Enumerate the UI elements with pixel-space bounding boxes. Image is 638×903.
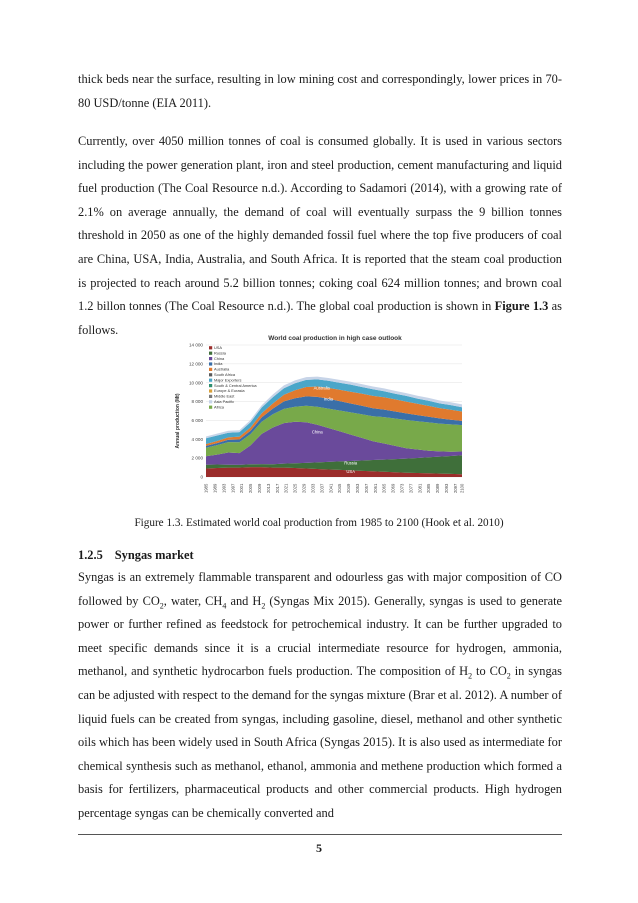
p3-sub2: 4 [222,601,227,611]
x-tick-label: 2065 [381,483,387,493]
p3-sub5: 2 [506,671,511,681]
paragraph-2 [78,130,562,342]
paragraph-1 [78,68,562,115]
x-tick-label: 2041 [328,483,334,493]
x-tick-label: 2013 [265,483,271,493]
page-number: 5 [316,841,322,855]
legend-label: India [214,361,223,367]
footer-rule [78,834,562,835]
section-heading [78,548,194,563]
x-tick-label: 1997 [230,483,236,493]
x-tick-label: 2077 [408,483,414,493]
annotation-usa: USA [346,469,356,475]
x-tick-label: 2009 [257,483,262,493]
figure-caption: Figure 1.3. Estimated world coal production from 1985 to 2100 (Hook et al. 2010) [134,517,504,529]
x-tick-label: 2089 [435,483,441,493]
x-tick-label: 1985 [203,483,209,493]
x-tick-label: 2005 [248,483,254,493]
p3-part5: to CO [472,664,507,679]
legend-label: Middle East [214,393,235,399]
x-tick-label: 2085 [426,483,432,493]
coal-production-figure [170,331,470,507]
x-tick-label: 2073 [399,483,405,493]
p3-sub1: 2 [159,601,164,611]
y-tick-label: 0 [200,474,203,480]
x-tick-label: 2061 [372,483,378,493]
x-tick-label: 2037 [319,483,325,493]
legend-label: Europe & Eurasia [214,388,245,394]
p3-part1: Syngas is an extremely flammable transparent and odourless gas with major composition of CO followed by CO [78,570,562,608]
p3-sub3: 2 [261,601,266,611]
x-tick-label: 1989 [212,483,218,493]
x-tick-label: 2021 [283,483,289,493]
x-tick-label: 2045 [337,483,343,493]
x-tick-label: 1993 [221,483,227,493]
chart-title: World coal production in high case outlook [268,335,402,342]
p3-part4: (Syngas Mix 2015). Generally, syngas is used to generate power or further refined as feedstock for petrochemical industry. It can be further upgraded to meet specific demands since it is a crucial intermediate resource for hydrogen, ammonia, methanol, and synthetic hydrocarbon fuels production. The composition of H [78,593,563,679]
x-tick-label: 2001 [239,483,245,493]
p3-sub4: 2 [468,671,473,681]
legend-swatch [209,389,212,392]
y-tick-label: 8 000 [191,399,203,405]
chart-y-axis-label: Annual production (Mt) [175,393,181,449]
x-tick-label: 2053 [355,483,360,493]
legend-label: South Africa [214,372,235,377]
paragraph-2-text-end: as follows. [78,299,562,337]
y-tick-label: 10 000 [188,380,203,386]
legend-label: Africa [214,404,224,410]
x-tick-label: 2093 [444,483,449,493]
figure-reference: Figure 1.3 [494,299,549,314]
legend-label: China [214,355,225,361]
legend-label: USA [214,345,222,350]
annotation-australia: Australia [313,385,330,391]
p3-part2: , water, CH [163,593,223,608]
x-tick-label: 2017 [274,483,280,493]
annotation-india: India [323,396,333,402]
legend-swatch [209,373,212,376]
legend-swatch [209,406,212,409]
coal-production-chart [170,331,470,507]
annotation-russia: Russia [344,460,358,466]
legend-label: Russia [214,350,226,356]
x-tick-label: 2049 [346,483,352,493]
x-tick-label: 2069 [390,483,396,493]
legend-swatch [209,400,212,403]
y-tick-label: 2 000 [191,455,203,461]
legend-label: Australia [214,366,230,372]
legend-label: Major Exporters [214,377,242,383]
legend-swatch [209,362,212,365]
x-tick-label: 2097 [452,483,458,493]
y-tick-label: 4 000 [191,436,203,442]
x-tick-label: 2029 [301,483,307,493]
legend-label: Asia Pacific [214,399,235,404]
legend-swatch [209,384,212,387]
legend-swatch [209,346,212,349]
legend-swatch [209,357,212,360]
legend-swatch [209,368,212,371]
legend-swatch [209,379,212,382]
x-tick-label: 2033 [310,483,316,493]
p3-part6: in syngas can be adjusted with respect to the demand for the syngas mixture (Brar et al. 2012). A number of liquid fuels can be created from syngas, including gasoline, diesel, methanol and other synthetic oils which has been widely used in South Africa (Syngas 2015). It is also used as intermediate for chemical synthesis such as methanol, ethanol, ammonia and methene production which formed a basis for fertilizers, pharmaceutical products and other commercial products. High hydrogen percentage syngas can be chemically converted and [78,664,562,820]
y-tick-label: 14 000 [188,342,203,348]
legend-swatch [209,395,212,398]
legend-swatch [209,352,212,355]
paragraph-2-text: Currently, over 4050 million tonnes of coal is consumed globally. It is used in various sectors including the power generation plant, iron and steel production, cement manufacturing and liquid fuel production (The Coal Resource n.d.). According to Sadamori (2014), with a growing rate of 2.1% on average annually, the demand of coal will eventually surpass the 9 billion tonnes threshold in 2050 as one of the highly demanded fossil fuel where the top five producers of coal are China, USA, India, Australia, and South Africa. It is reported that the steam coal production is projected to reach around 5.2 billion tonnes; coking coal 624 million tonnes; and brown coal 1.2 billon tonnes (The Coal Resource n.d.). The global coal production is shown in [78,134,562,314]
y-tick-label: 12 000 [188,361,203,367]
annotation-china: China [311,429,323,435]
p3-part3: and H [226,593,262,608]
legend-label: South & Central America [214,382,257,388]
paragraph-3 [78,566,562,826]
y-tick-label: 6 000 [191,418,203,424]
paragraph-1-text: thick beds near the surface, resulting in low mining cost and correspondingly, lower prices in 70-80 USD/tonne (EIA 2011). [78,72,562,110]
x-tick-label: 2081 [417,483,423,493]
x-tick-label: 2100 [459,483,465,493]
section-number: 1.2.5 [78,548,103,562]
x-tick-label: 2025 [292,483,298,493]
x-tick-label: 2057 [363,483,369,493]
section-title: Syngas market [114,548,194,562]
